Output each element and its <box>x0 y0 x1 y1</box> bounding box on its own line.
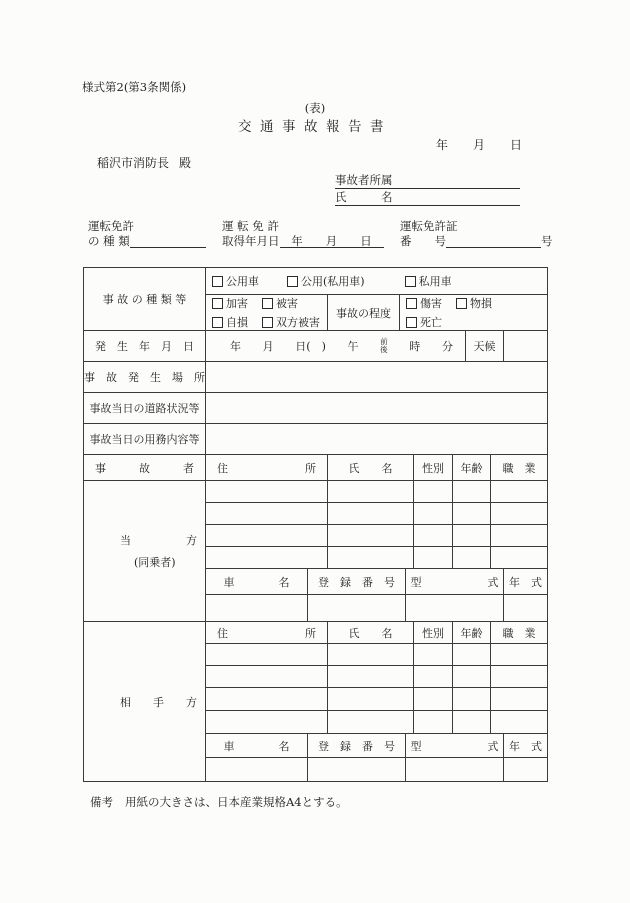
veh-header-name: 車 名 <box>206 734 308 758</box>
weather-value-cell[interactable] <box>504 331 548 362</box>
checkbox-icon <box>405 276 416 287</box>
checkbox-label: 公用車 <box>226 275 259 288</box>
col-header-address: 住 所 <box>206 455 328 481</box>
col-header-age: 年齢 <box>453 455 491 481</box>
col-header-sex: 性別 <box>414 622 453 644</box>
fill-cell[interactable] <box>453 525 491 547</box>
checkbox-perpetrator[interactable] <box>212 295 248 311</box>
checkbox-label: 傷害 <box>420 297 442 310</box>
col-header-name: 氏 名 <box>328 622 414 644</box>
addressee-name: 稲沢市消防長 <box>97 156 170 170</box>
day-label: 日 <box>510 138 523 152</box>
veh-header-model: 型 式 <box>406 734 504 758</box>
page-title: 交通事故報告書 <box>238 119 392 135</box>
checkbox-self-damage[interactable] <box>212 314 248 330</box>
checkbox-property-damage[interactable] <box>456 295 492 311</box>
fill-cell[interactable] <box>414 503 453 525</box>
own-party-label <box>84 481 206 622</box>
fill-cell[interactable] <box>453 711 491 734</box>
road-condition-cell[interactable] <box>206 393 548 424</box>
fill-cell[interactable] <box>328 525 414 547</box>
license-number-group <box>400 219 553 248</box>
license-number-input[interactable] <box>446 234 541 248</box>
checkbox-death[interactable] <box>406 314 442 330</box>
other-party-title: 相 手 方 <box>120 695 197 709</box>
checkbox-private-vehicle[interactable] <box>405 273 452 289</box>
fill-cell[interactable] <box>504 595 548 622</box>
license-acquired-label-1: 運 転 免 許 <box>222 219 279 233</box>
occurrence-date-cell[interactable] <box>206 331 466 362</box>
remarks-line <box>90 794 348 810</box>
fill-cell[interactable] <box>491 547 548 569</box>
veh-header-year: 年 式 <box>504 569 548 595</box>
reporter-name-field[interactable] <box>335 189 520 206</box>
accident-place-cell[interactable] <box>206 362 548 393</box>
weather-label: 天候 <box>466 331 504 362</box>
veh-header-year: 年 式 <box>504 734 548 758</box>
checkbox-label: 物損 <box>470 297 492 310</box>
own-party-title: 当 方 <box>120 534 197 547</box>
license-number-label-2: 番 号 <box>400 233 446 248</box>
accident-kind-label: 事 故 の 種 類 等 <box>84 268 206 331</box>
fill-cell[interactable] <box>414 644 453 666</box>
fill-cell[interactable] <box>491 525 548 547</box>
fill-cell[interactable] <box>328 503 414 525</box>
report-table <box>83 267 548 782</box>
fill-cell[interactable] <box>206 711 328 734</box>
party-label: 事 故 者 <box>84 455 206 481</box>
side-label: (表) <box>304 101 326 115</box>
fill-cell[interactable] <box>453 547 491 569</box>
fill-cell[interactable] <box>491 711 548 734</box>
year-label: 年 <box>436 138 449 152</box>
fill-cell[interactable] <box>206 666 328 688</box>
fill-cell[interactable] <box>453 481 491 503</box>
checkbox-icon <box>406 298 417 309</box>
checkbox-injury[interactable] <box>406 295 442 311</box>
accident-degree-label: 事故の程度 <box>328 295 400 331</box>
fill-cell[interactable] <box>206 503 328 525</box>
checkbox-official-vehicle[interactable] <box>212 273 259 289</box>
fill-cell[interactable] <box>414 688 453 711</box>
accident-role-cell <box>206 295 328 331</box>
fill-cell[interactable] <box>453 503 491 525</box>
fill-cell[interactable] <box>206 547 328 569</box>
vehicle-usage-cell <box>206 268 548 295</box>
fill-cell[interactable] <box>206 525 328 547</box>
col-header-name: 氏 名 <box>328 455 414 481</box>
checkbox-icon <box>212 317 223 328</box>
checkbox-label: 加害 <box>226 297 248 310</box>
fill-cell[interactable] <box>328 711 414 734</box>
license-type-group <box>88 219 206 248</box>
fill-cell[interactable] <box>328 666 414 688</box>
fill-cell[interactable] <box>453 688 491 711</box>
fill-cell[interactable] <box>328 481 414 503</box>
am-label: 前 <box>380 336 388 346</box>
fill-cell[interactable] <box>206 481 328 503</box>
license-acquired-date-input[interactable]: 年 月 日 <box>280 234 384 248</box>
fill-cell[interactable] <box>453 666 491 688</box>
fill-cell[interactable] <box>328 644 414 666</box>
own-party-subtitle: (同乗者) <box>134 556 176 569</box>
accident-degree-cell <box>400 295 548 331</box>
checkbox-label: 被害 <box>276 297 298 310</box>
fill-cell[interactable] <box>206 644 328 666</box>
fill-cell[interactable] <box>414 547 453 569</box>
checkbox-official-private-vehicle[interactable] <box>287 273 365 289</box>
col-header-age: 年齢 <box>453 622 491 644</box>
fill-cell[interactable] <box>308 595 406 622</box>
occ-day-unit: 日( ) <box>295 340 326 353</box>
checkbox-icon <box>212 298 223 309</box>
fill-cell[interactable] <box>491 481 548 503</box>
fill-cell[interactable] <box>414 711 453 734</box>
addressee-line <box>97 154 191 171</box>
checkbox-victim[interactable] <box>262 295 298 311</box>
occ-month-unit: 月 <box>262 340 274 353</box>
col-header-sex: 性別 <box>414 455 453 481</box>
checkbox-label: 公用(私用車) <box>301 275 365 288</box>
col-header-job: 職 業 <box>491 455 548 481</box>
fill-cell[interactable] <box>206 595 308 622</box>
license-acquired-group <box>222 219 384 248</box>
fill-cell[interactable] <box>491 503 548 525</box>
occ-noon-unit: 午 <box>347 340 359 353</box>
report-date-line <box>436 136 522 153</box>
remarks-label: 備考 <box>90 795 113 809</box>
license-number-suffix: 号 <box>541 233 553 248</box>
veh-header-name: 車 名 <box>206 569 308 595</box>
checkbox-icon <box>212 276 223 287</box>
occurrence-date-label: 発 生 年 月 日 <box>84 331 206 362</box>
checkbox-label: 死亡 <box>420 316 442 329</box>
reporter-name-label: 氏 名 <box>335 190 393 204</box>
checkbox-label: 双方被害 <box>276 316 320 329</box>
occ-minute-unit: 分 <box>441 340 453 353</box>
license-acquired-label-2: 取得年月日 <box>222 233 280 248</box>
fill-cell[interactable] <box>328 688 414 711</box>
fill-cell[interactable] <box>453 644 491 666</box>
col-header-job: 職 業 <box>491 622 548 644</box>
checkbox-label: 私用車 <box>418 275 452 288</box>
veh-header-reg: 登 録 番 号 <box>308 569 406 595</box>
checkbox-icon <box>262 298 273 309</box>
fill-cell[interactable] <box>406 758 504 782</box>
road-condition-label: 事故当日の道路状況等 <box>84 393 206 424</box>
license-type-input[interactable] <box>130 234 206 248</box>
honorific: 殿 <box>179 156 192 170</box>
fill-cell[interactable] <box>206 688 328 711</box>
checkbox-label: 自損 <box>226 316 248 329</box>
checkbox-icon <box>262 317 273 328</box>
month-label: 月 <box>473 138 486 152</box>
pm-label: 後 <box>380 345 388 354</box>
fill-cell[interactable] <box>491 688 548 711</box>
fill-cell[interactable] <box>308 758 406 782</box>
remarks-text: 用紙の大きさは、日本産業規格A4とする。 <box>125 795 348 809</box>
form-code: 様式第2(第3条関係) <box>82 80 187 94</box>
am-pm-stack <box>380 338 388 355</box>
occ-year-unit: 年 <box>230 340 241 353</box>
occ-hour-unit: 時 <box>409 340 421 353</box>
accident-place-label: 事 故 発 生 場 所 <box>84 362 206 393</box>
veh-header-model: 型 式 <box>406 569 504 595</box>
license-type-label-2: の 種 類 <box>88 233 130 248</box>
affiliation-label: 事故者所属 <box>335 173 393 187</box>
license-type-label-1: 運転免許 <box>88 219 134 233</box>
fill-cell[interactable] <box>414 481 453 503</box>
fill-cell[interactable] <box>491 666 548 688</box>
fill-cell[interactable] <box>414 666 453 688</box>
fill-cell[interactable] <box>491 644 548 666</box>
checkbox-icon <box>287 276 298 287</box>
affiliation-field[interactable] <box>335 172 520 189</box>
fill-cell[interactable] <box>328 547 414 569</box>
license-number-label-1: 運転免許証 <box>400 219 458 233</box>
checkbox-icon <box>456 298 467 309</box>
fill-cell[interactable] <box>414 525 453 547</box>
veh-header-reg: 登 録 番 号 <box>308 734 406 758</box>
duty-content-label: 事故当日の用務内容等 <box>84 424 206 455</box>
fill-cell[interactable] <box>504 758 548 782</box>
duty-content-cell[interactable] <box>206 424 548 455</box>
checkbox-icon <box>406 317 417 328</box>
checkbox-mutual-damage[interactable] <box>262 314 320 330</box>
fill-cell[interactable] <box>406 595 504 622</box>
fill-cell[interactable] <box>206 758 308 782</box>
other-party-label <box>84 622 206 782</box>
col-header-address: 住 所 <box>206 622 328 644</box>
